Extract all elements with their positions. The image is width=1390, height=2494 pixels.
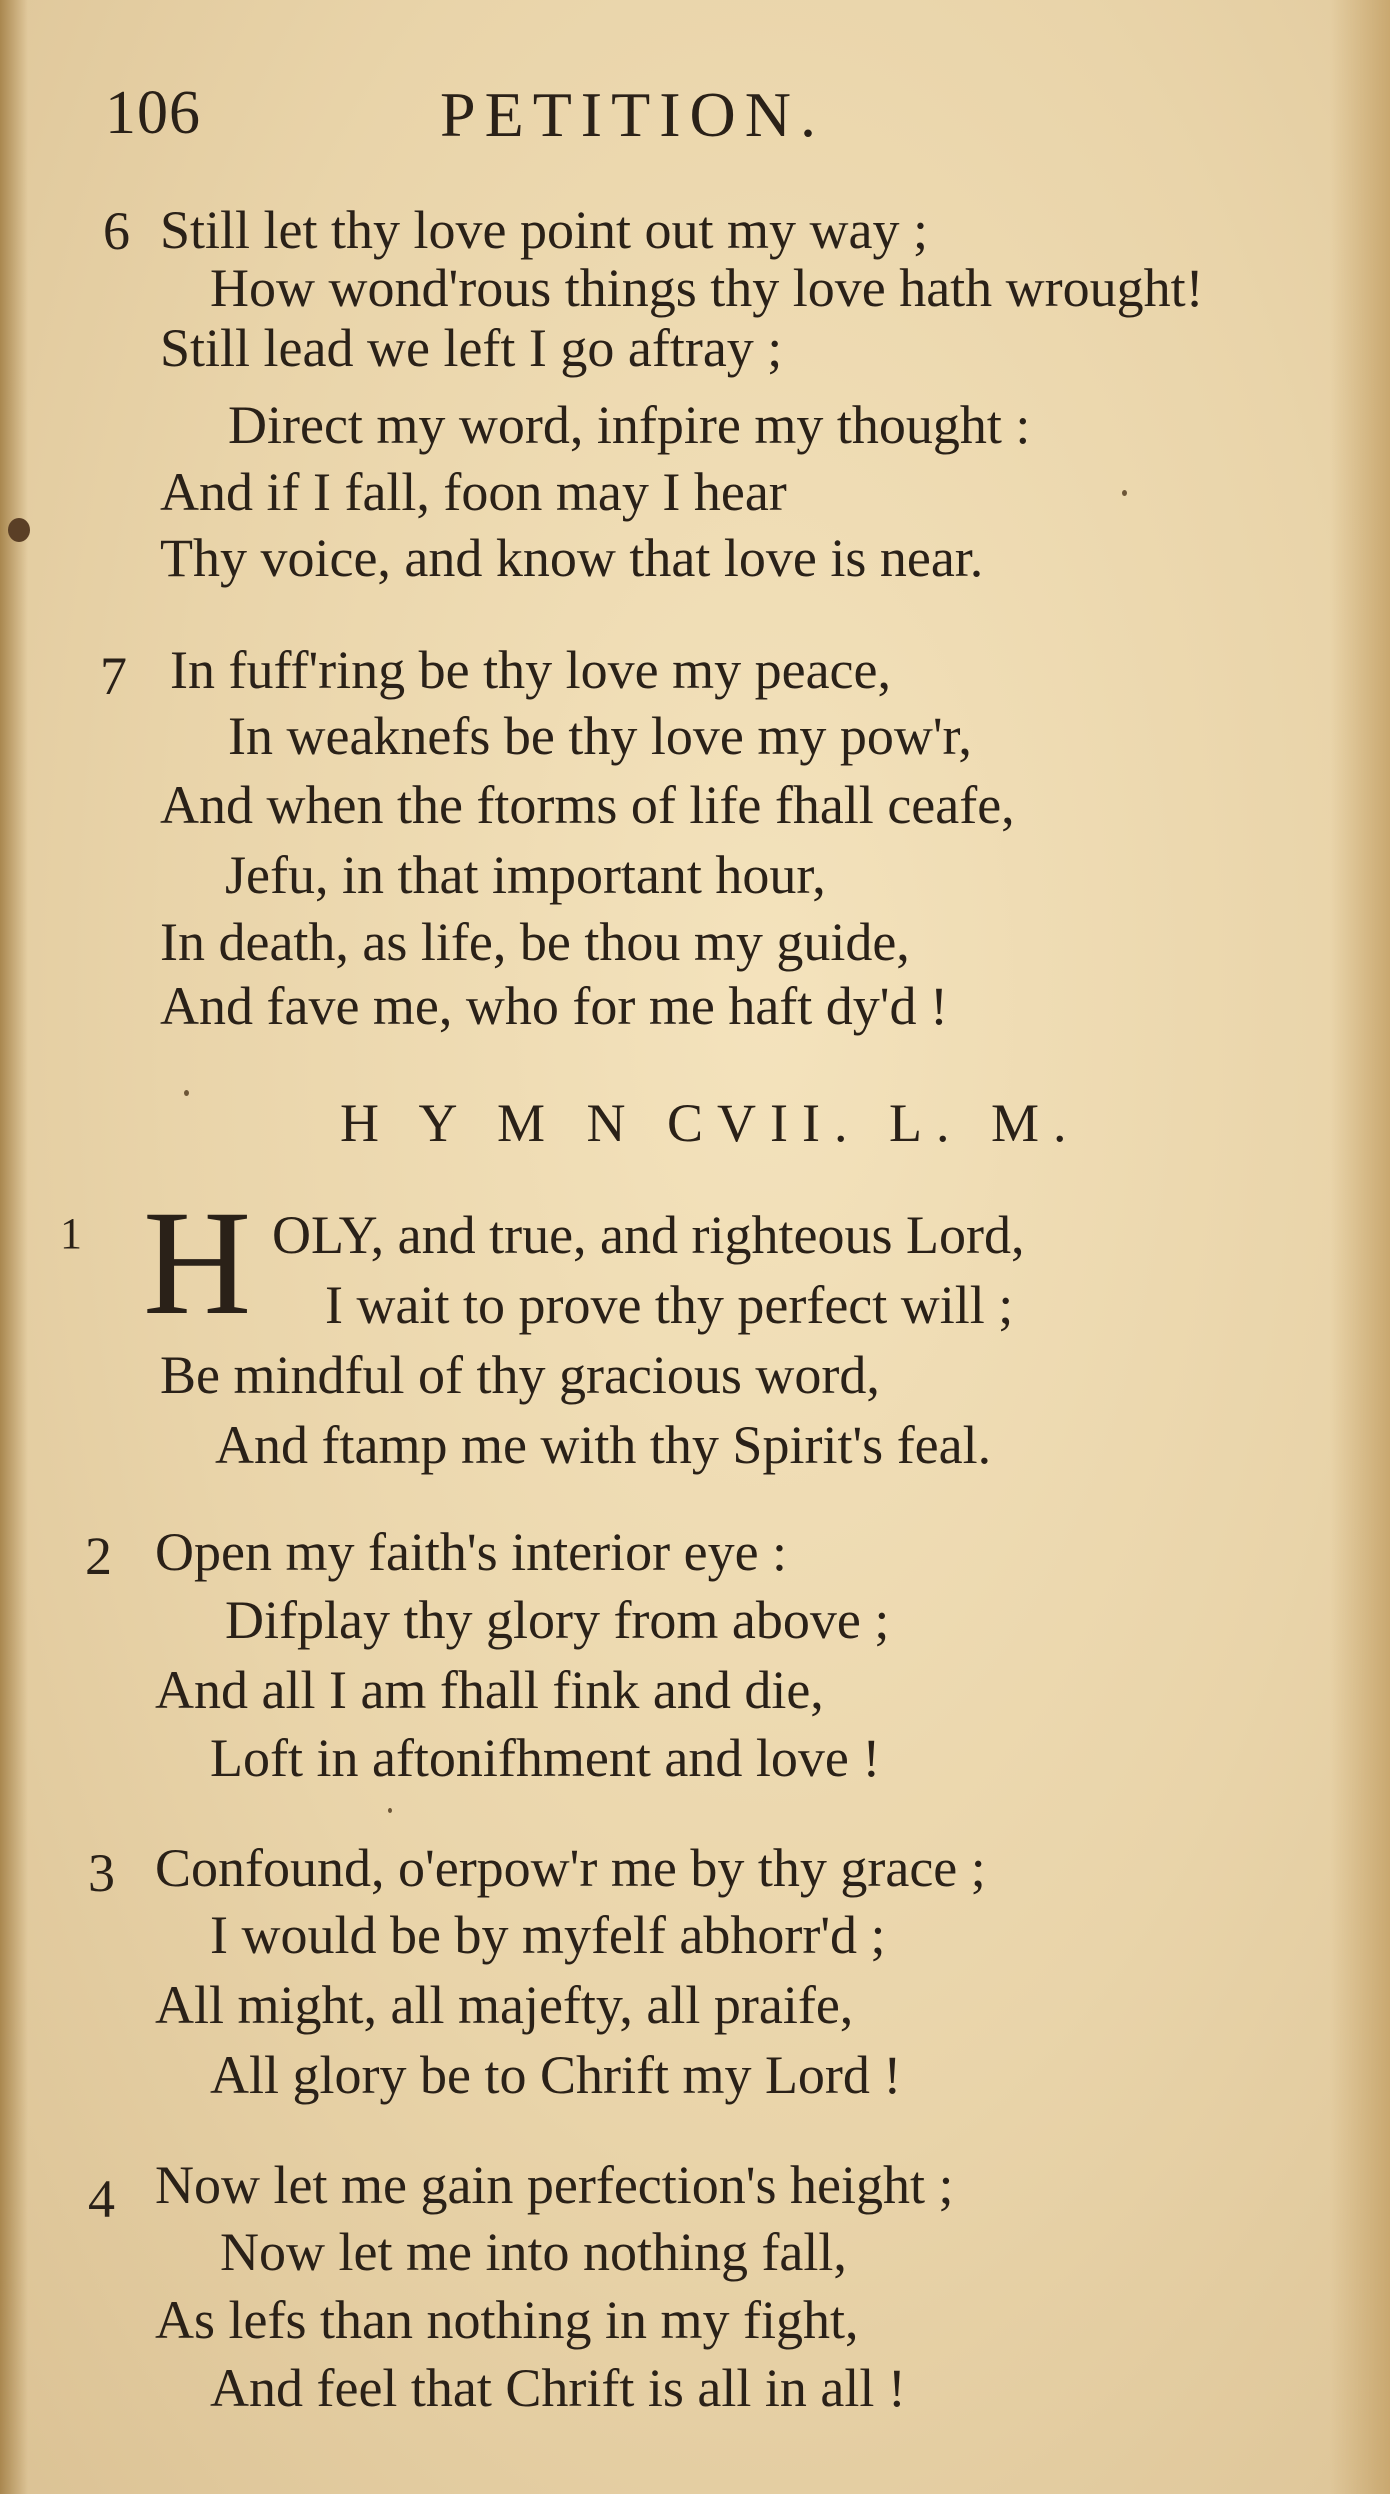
verse-line: And if I fall, foon may I hear [160, 462, 787, 522]
verse-line: And all I am fhall fink and die, [155, 1660, 824, 1720]
verse-line: Direct my word, infpire my thought : [228, 395, 1031, 455]
verse-line: OLY, and true, and righteous Lord, [272, 1205, 1025, 1265]
verse-line: All might, all majefty, all praife, [155, 1975, 854, 2035]
verse-line: All glory be to Chrift my Lord ! [210, 2045, 902, 2105]
verse-line: And ftamp me with thy Spirit's feal. [215, 1415, 992, 1475]
verse-line: In fuff'ring be thy love my peace, [170, 640, 891, 700]
verse-line: In weaknefs be thy love my pow'r, [228, 706, 972, 766]
stanza-number: 1 [60, 1209, 82, 1258]
verse-line: I would be by myfelf abhorr'd ; [210, 1905, 886, 1965]
running-title: PETITION. [440, 79, 825, 150]
verse-line: Open my faith's interior eye : [155, 1522, 788, 1582]
verse-line: In death, as life, be thou my guide, [160, 912, 910, 972]
hymn-title: H Y M N CVII. L. M. [340, 1093, 1081, 1153]
verse-line: And feel that Chrift is all in all ! [210, 2358, 906, 2418]
stanza-number: 2 [85, 1526, 112, 1586]
verse-line: I wait to prove thy perfect will ; [325, 1275, 1014, 1335]
paper-speck [388, 1808, 392, 1813]
verse-line: Still let thy love point out my way ; [160, 200, 928, 260]
stanza-number: 3 [88, 1843, 115, 1903]
verse-line: Loft in aftonifhment and love ! [210, 1728, 881, 1788]
drop-cap: H [143, 1180, 252, 1346]
verse-line: Confound, o'erpow'r me by thy grace ; [155, 1838, 986, 1898]
verse-line: As lefs than nothing in my fight, [155, 2290, 859, 2350]
verse-line: Still lead we left I go aftray ; [160, 318, 783, 378]
verse-line: Jefu, in that important hour, [225, 845, 826, 905]
verse-line: And fave me, who for me haft dy'd ! [160, 976, 948, 1036]
verse-line: Now let me into nothing fall, [220, 2222, 847, 2282]
page-right-edge [1330, 0, 1390, 2494]
page-left-edge [0, 0, 28, 2494]
verse-line: And when the ftorms of life fhall ceafe, [160, 775, 1015, 835]
stanza-number: 6 [103, 201, 130, 261]
verse-line: How wond'rous things thy love hath wrought! [210, 258, 1204, 318]
verse-line: Be mindful of thy gracious word, [160, 1345, 880, 1405]
verse-line: Now let me gain perfection's height ; [155, 2155, 954, 2215]
page-header [105, 78, 1285, 148]
stanza-number: 7 [100, 646, 127, 706]
paper-speck [1122, 490, 1127, 496]
paper-speck [184, 1090, 189, 1096]
stanza-number: 4 [88, 2169, 115, 2229]
verse-line: Difplay thy glory from above ; [225, 1590, 890, 1650]
verse-line: Thy voice, and know that love is near. [160, 528, 984, 588]
paper-stain [8, 518, 30, 542]
page-number: 106 [105, 79, 201, 147]
